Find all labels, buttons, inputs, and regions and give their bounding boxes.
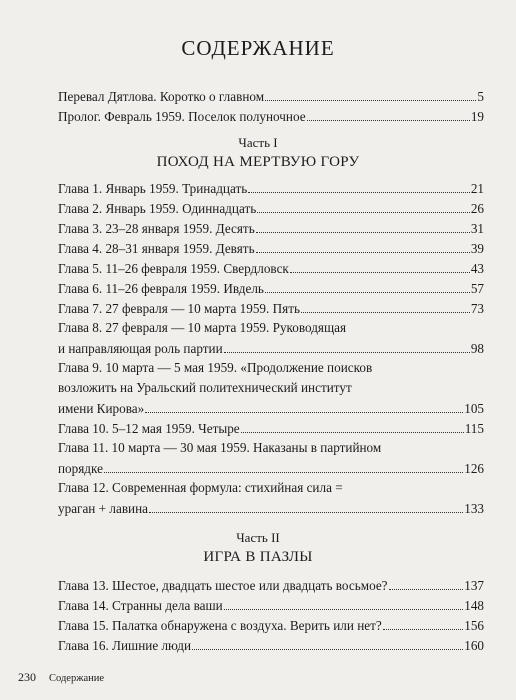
dot-leader — [224, 595, 463, 610]
page-footer — [18, 670, 104, 685]
toc-page-number: 26 — [470, 201, 484, 216]
toc-entry-text: Глава 13. Шестое, двадцать шестое или двадцать восьмое? — [58, 578, 388, 593]
toc-page-number: 156 — [464, 618, 484, 633]
toc-page-number: 98 — [470, 341, 484, 356]
toc-page-number: 137 — [464, 578, 484, 593]
toc-entry-text: Глава 5. 11–26 февраля 1959. Свердловск — [58, 261, 289, 276]
toc-entry — [58, 178, 484, 198]
toc-entry-text: порядке — [58, 461, 103, 476]
toc-entry-text: Глава 2. Январь 1959. Одиннадцать — [58, 201, 257, 216]
dot-leader — [145, 398, 463, 413]
toc-page-number: 126 — [464, 461, 484, 476]
part-1-heading — [0, 134, 516, 173]
dot-leader — [389, 575, 464, 590]
toc-entry-text: Глава 10. 5–12 мая 1959. Четыре — [58, 421, 240, 436]
toc-page-number: 19 — [470, 109, 484, 124]
toc-entry-line — [58, 218, 484, 238]
dot-leader — [301, 298, 470, 313]
toc-entry — [58, 478, 484, 518]
toc-entry-text: и направляющая роль партии — [58, 341, 223, 356]
toc-entry — [58, 595, 484, 615]
toc-entry-line — [58, 298, 484, 318]
toc-entry-text: Глава 7. 27 февраля — 10 марта 1959. Пять — [58, 301, 300, 316]
toc-entry — [58, 238, 484, 258]
toc-part-1 — [58, 178, 484, 518]
dot-leader — [257, 198, 470, 213]
dot-leader — [256, 218, 470, 233]
toc-entry — [58, 615, 484, 635]
toc-entry-text: Глава 9. 10 марта — 5 мая 1959. «Продолжение поисков — [58, 360, 373, 375]
toc-entry — [58, 575, 484, 595]
dot-leader — [224, 338, 470, 353]
toc-entry-line — [58, 238, 484, 258]
dot-leader — [149, 498, 463, 513]
toc-page-number: 73 — [470, 301, 484, 316]
toc-entry-text: имени Кирова» — [58, 401, 145, 416]
page-title: СОДЕРЖАНИЕ — [181, 36, 335, 60]
toc-entry-text: Глава 11. 10 марта — 30 мая 1959. Наказаны в партийном — [58, 440, 382, 455]
toc-part-2 — [58, 575, 484, 655]
dot-leader — [265, 278, 470, 293]
toc-entry-line — [58, 498, 484, 518]
toc-entry-text: Глава 1. Январь 1959. Тринадцать — [58, 181, 248, 196]
toc-entry-line — [58, 575, 484, 595]
part-1-number: Часть I — [238, 135, 278, 150]
dot-leader — [248, 178, 470, 193]
toc-entry-line — [58, 178, 484, 198]
toc-page-number: 115 — [464, 421, 484, 436]
toc-entry-line — [58, 398, 484, 418]
toc-entry-line — [58, 595, 484, 615]
toc-entry — [58, 318, 484, 358]
dot-leader — [265, 86, 476, 101]
toc-entry-text: Глава 4. 28–31 января 1959. Девять — [58, 241, 255, 256]
toc-page-number: 31 — [470, 221, 484, 236]
toc-entry-text: Глава 14. Странны дела ваши — [58, 598, 223, 613]
toc-entry — [58, 635, 484, 655]
toc-entry-line — [58, 106, 484, 126]
part-2-number: Часть II — [236, 530, 280, 545]
toc-entry-line — [58, 635, 484, 655]
part-2-name: ИГРА В ПАЗЛЫ — [203, 549, 313, 565]
toc-entry-text: Глава 15. Палатка обнаружена с воздуха. Верить или нет? — [58, 618, 382, 633]
toc-entry-text: Глава 12. Современная формула: стихийная сила = — [58, 480, 343, 495]
dot-leader — [383, 615, 463, 630]
toc-entry — [58, 418, 484, 438]
toc-page-number: 43 — [470, 261, 484, 276]
toc-entry — [58, 278, 484, 298]
part-2-heading — [0, 529, 516, 568]
toc-page-number: 133 — [464, 501, 484, 516]
toc-entry — [58, 198, 484, 218]
dot-leader — [307, 106, 470, 121]
toc-intro — [58, 86, 484, 126]
dot-leader — [290, 258, 470, 273]
toc-page-number: 148 — [464, 598, 484, 613]
toc-entry — [58, 106, 484, 126]
toc-entry — [58, 218, 484, 238]
toc-entry-line — [58, 198, 484, 218]
toc-entry-text: ураган + лавина — [58, 501, 149, 516]
toc-page-number: 5 — [477, 89, 484, 104]
toc-page-number: 57 — [470, 281, 484, 296]
dot-leader — [192, 635, 463, 650]
toc-entry — [58, 86, 484, 106]
toc-entry — [58, 258, 484, 278]
toc-page-number: 21 — [470, 181, 484, 196]
toc-entry-line — [58, 418, 484, 438]
toc-page-number: 160 — [464, 638, 484, 653]
toc-entry-line — [58, 615, 484, 635]
toc-entry — [58, 438, 484, 478]
toc-page-number: 105 — [464, 401, 484, 416]
footer-section-name: Содержание — [49, 673, 105, 684]
toc-entry-line — [58, 258, 484, 278]
toc-entry-text: Перевал Дятлова. Коротко о главном — [58, 89, 265, 104]
toc-entry-line — [58, 278, 484, 298]
dot-leader — [104, 458, 463, 473]
toc-entry-text: Глава 6. 11–26 февраля 1959. Ивдель — [58, 281, 264, 296]
toc-entry-text: Глава 3. 23–28 января 1959. Десять — [58, 221, 255, 236]
toc-entry-text: Глава 16. Лишние люди — [58, 638, 192, 653]
dot-leader — [256, 238, 470, 253]
toc-entry-text: возложить на Уральский политехнический институт — [58, 380, 352, 395]
footer-page-number: 230 — [18, 670, 36, 684]
toc-entry-text: Пролог. Февраль 1959. Поселок полуночное — [58, 109, 306, 124]
toc-entry-text: Глава 8. 27 февраля — 10 марта 1959. Руководящая — [58, 320, 347, 335]
part-1-name: ПОХОД НА МЕРТВУЮ ГОРУ — [156, 154, 360, 170]
toc-entry — [58, 358, 484, 418]
toc-entry — [58, 298, 484, 318]
toc-entry-line — [58, 458, 484, 478]
dot-leader — [241, 418, 464, 433]
toc-entry-line — [58, 86, 484, 106]
toc-page-number: 39 — [470, 241, 484, 256]
toc-entry-line — [58, 338, 484, 358]
